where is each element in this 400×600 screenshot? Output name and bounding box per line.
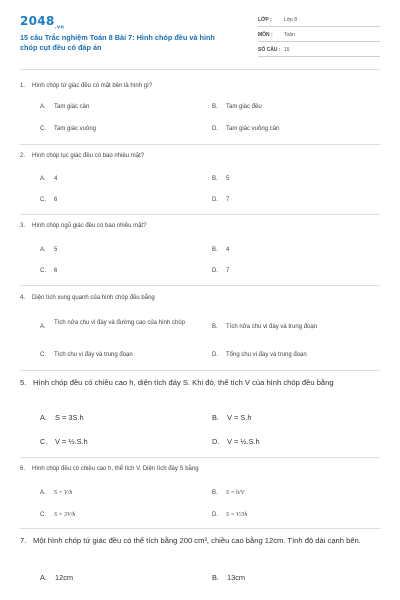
meta-subject: MÔN : Toán — [258, 29, 380, 42]
question-text: 4. Diện tích xung quanh của hình chóp đều bằng — [20, 295, 155, 301]
question-4: 4. Diện tích xung quanh của hình chóp đều bằng A. Tích nửa chu vi đáy và đường cao của hình chóp B. Tích nửa chu vi đáy và trung đoạn C. Tích chu vi đáy và trung đoạn D. Tổng chu vi đáy và trung đoạn — [20, 294, 380, 303]
question-3: 3. Hình chóp ngũ giác đều có bao nhiêu mặt? A. 5 B. 4 C. 6 D. 7 — [20, 222, 380, 231]
divider — [20, 528, 380, 529]
divider — [20, 370, 380, 371]
site-logo[interactable]: $2048_{.vn}$ — [20, 14, 65, 31]
question-7: 7. Một hình chóp tứ giác đều có thể tích bằng 200 cm³, chiều cao bằng 12cm. Tính độ dài cạnh bên. A. 12cm B. 13cm — [20, 535, 380, 546]
question-text: 2. Hình chóp lục giác đều có bao nhiêu mặt? — [20, 153, 145, 159]
divider — [20, 457, 380, 458]
divider — [20, 69, 380, 70]
question-text: 3. Hình chóp ngũ giác đều có bao nhiêu mặt? — [20, 223, 147, 229]
question-text: 5. Hình chóp đều có chiều cao h, diện tích đáy S. Khi đó, thể tích V của hình chóp đều bằng — [20, 378, 334, 387]
question-1: 1. Hình chóp tứ giác đều có mặt bên là hình gì? A. Tam giác cân B. Tam giác đều C. Tam giác vuông D. Tam giác vuông cân — [20, 82, 380, 91]
question-text: 1. Hình chóp tứ giác đều có mặt bên là hình gì? — [20, 83, 153, 89]
divider — [20, 144, 380, 145]
meta-class: LỚP : Lớp 8 — [258, 14, 380, 27]
document-title: 15 câu Trắc nghiệm Toán 8 Bài 7: Hình chóp đều và hình chóp cụt đều có đáp án — [20, 33, 215, 52]
divider — [20, 214, 380, 215]
question-2: 2. Hình chóp lục giác đều có bao nhiêu mặt? A. 4 B. 5 C. 6 D. 7 — [20, 152, 380, 161]
meta-question-count: SỐ CÂU : 15 — [258, 44, 380, 57]
divider — [20, 285, 380, 286]
question-text: 6. Hình chóp đều có chiều cao h, thể tích V. Diện tích đáy S bằng — [20, 466, 199, 472]
question-6: 6. Hình chóp đều có chiều cao h, thể tích V. Diện tích đáy S bằng A. S = V/h B. S = h/V C. S = 3V/h D. S = V/3h — [20, 465, 380, 474]
question-text: 7. Một hình chóp tứ giác đều có thể tích bằng 200 cm³, chiều cao bằng 12cm. Tính độ dài cạnh bên. — [20, 536, 361, 545]
page-header — [0, 0, 400, 66]
question-5: 5. Hình chóp đều có chiều cao h, diện tích đáy S. Khi đó, thể tích V của hình chóp đều bằng A. S = 3S.h B. V = S.h C. V = ⅓.S.h D. V = ½.S.h — [20, 377, 380, 388]
